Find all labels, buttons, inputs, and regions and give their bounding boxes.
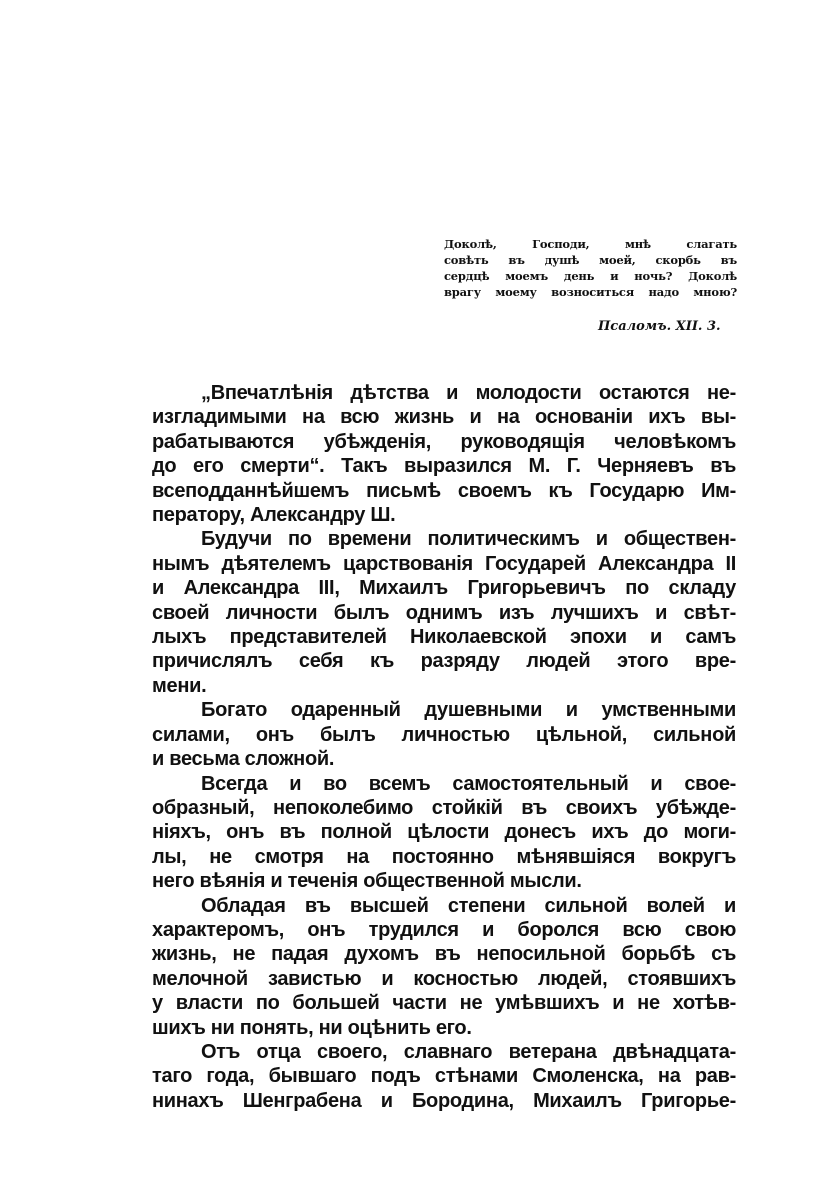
text-line: Отъ отца своего, славнаго ветерана двѣнадцата- bbox=[201, 1040, 736, 1063]
text-line: всеподданнѣйшемъ письмѣ своемъ къ Государю Им- bbox=[152, 479, 736, 502]
text-line: нинахъ Шенграбена и Бородина, Михаилъ Григорье- bbox=[152, 1089, 736, 1112]
text-line: лыхъ представителей Николаевской эпохи и самъ bbox=[152, 626, 736, 649]
text-line: характеромъ, онъ трудился и боролся всю свою bbox=[152, 918, 736, 941]
paragraph bbox=[152, 894, 736, 1040]
text-line: образный, непоколебимо стойкій въ своихъ убѣжде- bbox=[152, 796, 736, 819]
text-line: Всегда и во всемъ самостоятельный и свое- bbox=[201, 772, 736, 795]
epigraph bbox=[444, 236, 737, 300]
text-line: силами, онъ былъ личностью цѣльной, сильной bbox=[152, 723, 736, 746]
epigraph-line: совѣть въ душѣ моей, скорбь въ bbox=[444, 253, 737, 267]
text-line: мени. bbox=[152, 674, 207, 697]
paragraph bbox=[152, 527, 736, 698]
text-line: мелочной завистью и косностью людей, стоявшихъ bbox=[152, 967, 736, 990]
paragraph bbox=[152, 381, 736, 527]
text-line: ніяхъ, онъ въ полной цѣлости донесъ ихъ до моги- bbox=[152, 821, 736, 844]
text-line: до его смерти“. Такъ выразился М. Г. Черняевъ въ bbox=[152, 455, 736, 478]
text-line: ператору, Александру Ш. bbox=[152, 504, 396, 527]
paragraph bbox=[152, 772, 736, 894]
text-line: и Александра III, Михаилъ Григорьевичъ по складу bbox=[152, 577, 736, 600]
text-line: Обладая въ высшей степени сильной волей и bbox=[201, 894, 736, 917]
text-line: у власти по большей части не умѣвшихъ и не хотѣв- bbox=[152, 992, 736, 1015]
text-line: жизнь, не падая духомъ въ непосильной борьбѣ съ bbox=[152, 943, 736, 966]
text-line: своей личности былъ однимъ изъ лучшихъ и свѣт- bbox=[152, 601, 736, 624]
epigraph-line: Доколѣ, Господи, мнѣ слагать bbox=[444, 237, 737, 251]
text-line: лы, не смотря на постоянно мѣнявшіяся вокругъ bbox=[152, 845, 736, 868]
text-line: „Впечатлѣнія дѣтства и молодости остаются не- bbox=[201, 382, 736, 404]
text-line: шихъ ни понять, ни оцѣнить его. bbox=[152, 1016, 472, 1039]
text-line: таго года, бывшаго подъ стѣнами Смоленска, на рав- bbox=[152, 1065, 736, 1088]
main-text bbox=[152, 381, 736, 1113]
text-line: Богато одаренный душевными и умственными bbox=[201, 699, 736, 722]
text-line: изгладимыми на всю жизнь и на основаніи ихъ вы- bbox=[152, 406, 736, 429]
epigraph-line: сердцѣ моемъ день и ночь? Доколѣ bbox=[444, 269, 737, 283]
paragraph bbox=[152, 1040, 736, 1113]
epigraph-line: врагу моему возноситься надо мною? bbox=[444, 285, 737, 299]
text-line: него вѣянія и теченія общественной мысли. bbox=[152, 870, 582, 893]
text-line: причислялъ себя къ разряду людей этого вре- bbox=[152, 650, 736, 673]
text-line: рабатываются убѣжденія, руководящія человѣкомъ bbox=[152, 430, 736, 453]
paragraph bbox=[152, 698, 736, 771]
epigraph-source: Псаломъ. XII. 3. bbox=[598, 319, 721, 334]
text-line: и весьма сложной. bbox=[152, 748, 335, 771]
text-line: Будучи по времени политическимъ и обществен- bbox=[201, 528, 736, 551]
text-line: нымъ дѣятелемъ царствованія Государей Александра II bbox=[152, 552, 736, 575]
